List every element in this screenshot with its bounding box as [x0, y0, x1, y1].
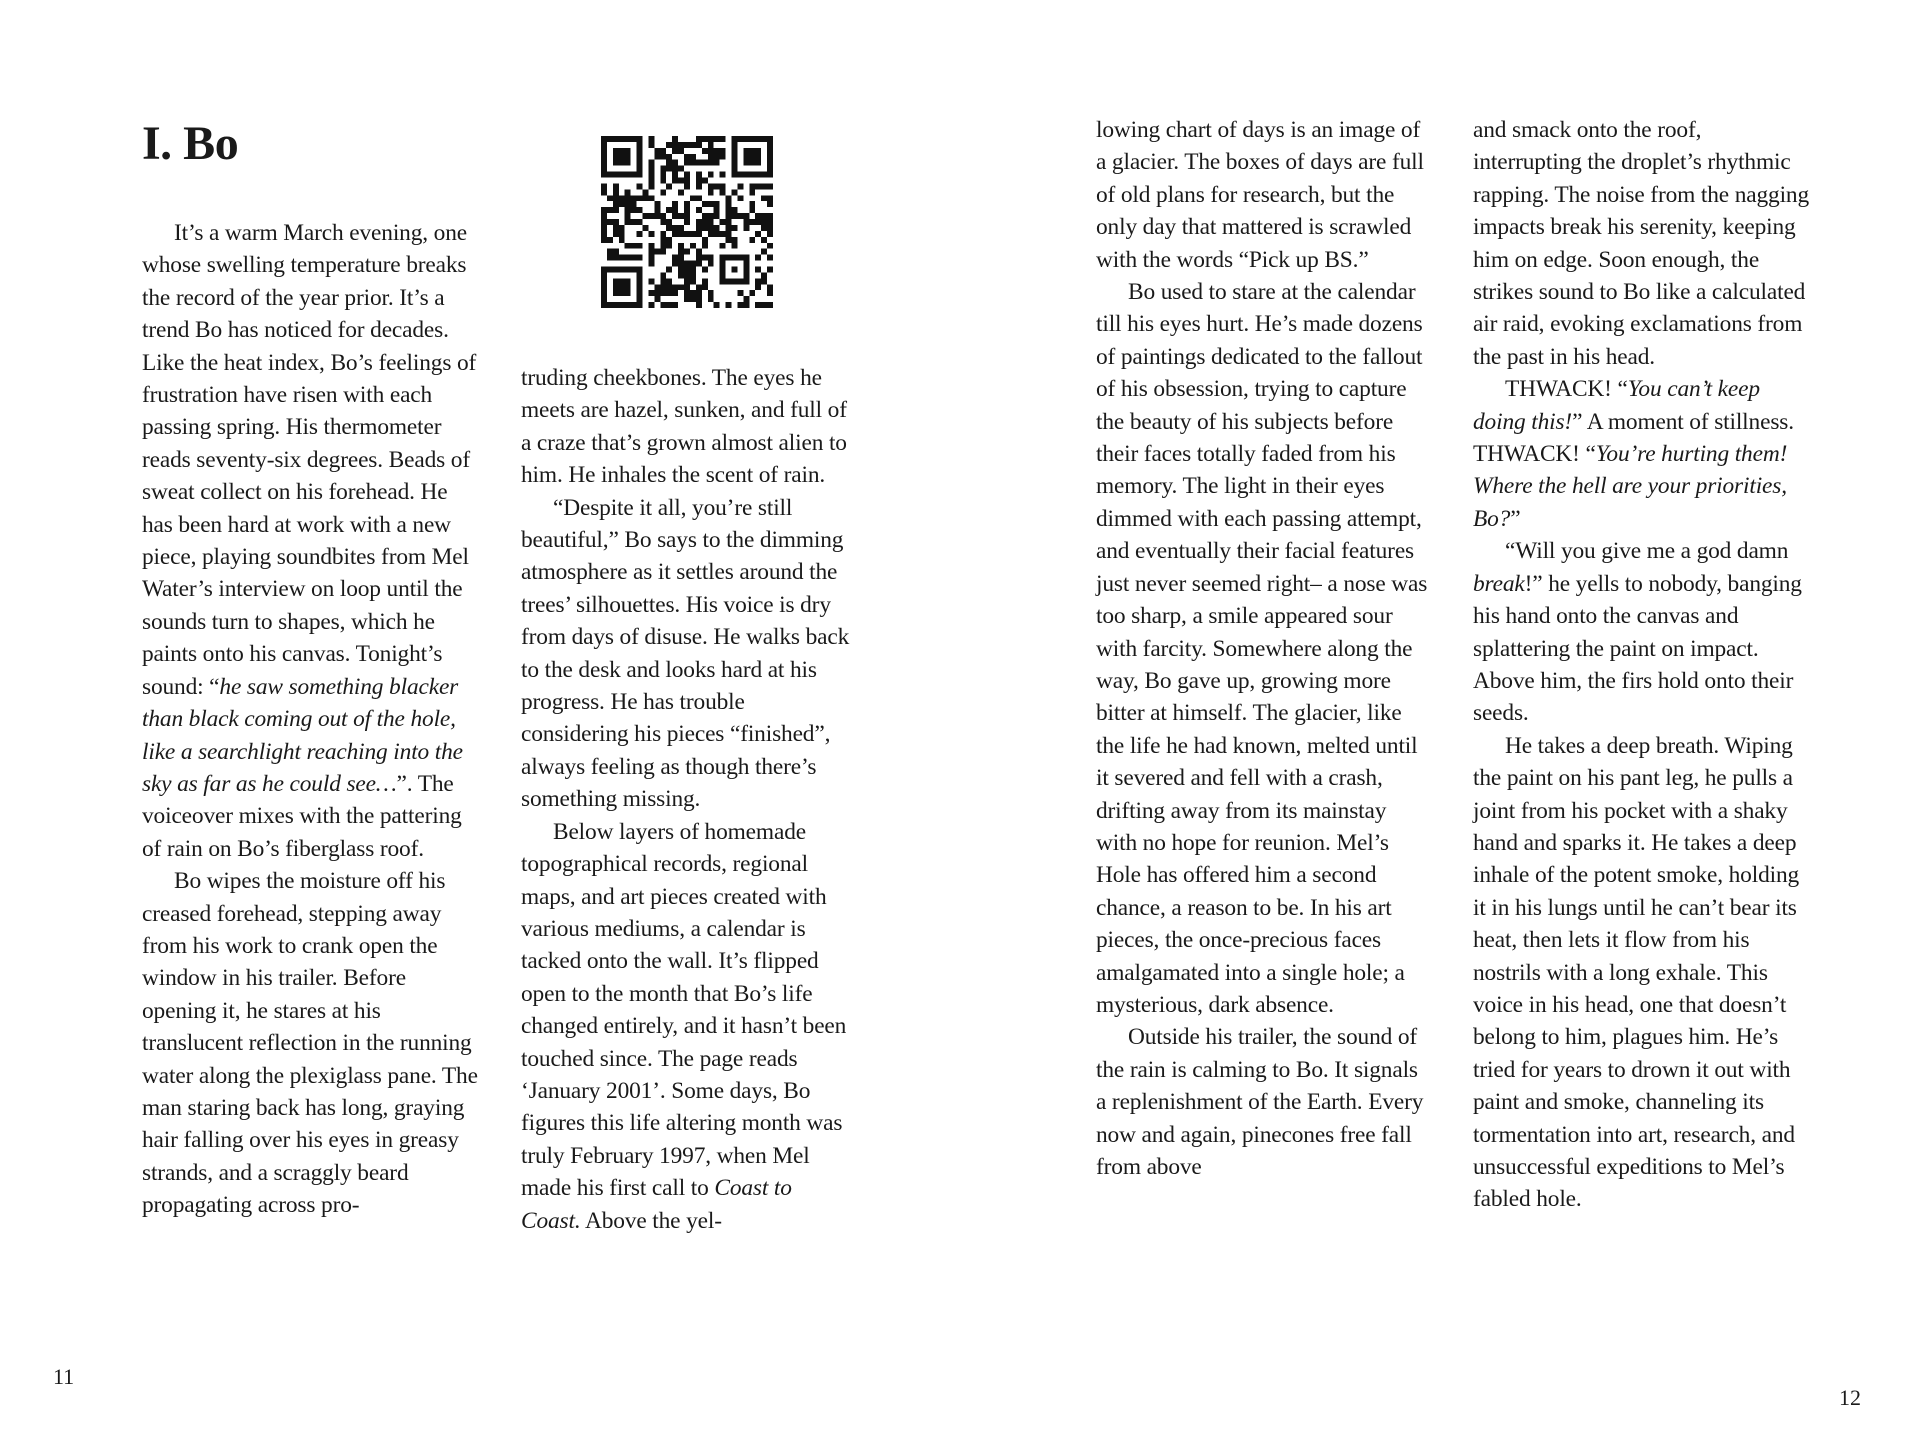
chapter-title: I. Bo — [142, 117, 239, 170]
paragraph: He takes a deep breath. Wiping the paint on his pant leg, he pulls a joint from his pocket with a shaky hand and sparks it. He takes a deep inhale of the potent smoke, holding it in his lungs until he can’t bear its heat, then lets it flow from his nostrils with a long exhale. This voice in his head, one that doesn’t belong to him, plagues him. He’s tried for years to drown it out with paint and smoke, channeling its tormentation into art, research, and unsuccessful expeditions to Mel’s fabled hole. — [1473, 732, 1800, 1213]
show-title-italic: Coast to Coast. — [521, 1175, 792, 1234]
paragraph: Bo used to stare at the calendar till his eyes hurt. He’s made dozens of paintings dedicated to the fallout of his obsession, trying to capture the beauty of his subjects before their faces totally faded from his memory. The light in their eyes dimmed with each passing attempt, and eventually their facial features just never seemed right– a nose was too sharp, a smile appeared sour with farcity. Somewhere along the way, Bo gave up, growing more bitter at himself. The glacier, like the life he had known, melted until it severed and fell with a crash, drifting away from its mainstay with no hope for reunion. Mel’s Hole has offered him a second chance, a reason to be. In his art pieces, the once-precious faces amalgamated into a single hole; a mysterious, dark absence. — [1096, 279, 1428, 1018]
paragraph: lowing chart of days is an image of a glacier. The boxes of days are full of old plans for research, but the only day that mattered is scrawled with the words “Pick up BS.” — [1096, 117, 1424, 273]
text-column-4 — [1473, 114, 1809, 1216]
qr-code-icon — [601, 136, 773, 308]
paragraph: It’s a warm March evening, one whose swelling temperature breaks the record of the year prior. It’s a trend Bo has noticed for decades. Like the heat index, Bo’s feelings of frustration have risen with each passing spring. His thermometer reads seventy-six degrees. Beads of sweat collect on his forehead. He has been hard at work with a new piece, playing soundbites from Mel Water’s interview on loop until the sounds turn to shapes, which he paints onto his canvas. Tonight’s sound: “he saw something blacker than black coming out of the hole, like a searchlight reaching into the sky as far as he could see…”. The voiceover mixes with the pattering of rain on Bo’s fiberglass roof. — [142, 220, 477, 862]
quote-italic: he saw something blacker than black coming out of the hole, like a searchlight reaching into the sky as far as he could see… — [142, 673, 463, 797]
paragraph: and smack onto the roof, interrupting the droplet’s rhythmic rapping. The noise from the nagging impacts break his serenity, keeping him on edge. Soon enough, the strikes sound to Bo like a calculated air raid, evoking exclamations from the past in his head. — [1473, 117, 1810, 370]
text-column-2 — [521, 362, 857, 1237]
page-number-left: 11 — [53, 1364, 75, 1389]
paragraph: THWACK! “You can’t keep doing this!” A moment of stillness. THWACK! “You’re hurting them! Where the hell are your priorities, Bo?” — [1473, 376, 1794, 532]
paragraph: “Will you give me a god damn break!” he yells to nobody, banging his hand onto the canvas and splattering the paint on impact. Above him, the firs hold onto their seeds. — [1473, 538, 1802, 727]
paragraph: Bo wipes the moisture off his creased forehead, stepping away from his work to crank open the window in his trailer. Before opening it, he stares at his translucent reflection in the running water along the plexiglass pane. The man staring back has long, graying hair falling over his eyes in greasy strands, and a scraggly beard propagating across pro- — [142, 868, 478, 1219]
text-column-3 — [1096, 114, 1432, 1183]
paragraph: Outside his trailer, the sound of the rain is calming to Bo. It signals a replenishment of the Earth. Every now and again, pinecones free fall from above — [1096, 1024, 1424, 1180]
text-column-1 — [142, 217, 478, 1222]
paragraph: “Despite it all, you’re still beautiful,” Bo says to the dimming atmosphere as it settles around the trees’ silhouettes. His voice is dry from days of disuse. He walks back to the desk and looks hard at his progress. He has trouble considering his pieces “finished”, always feeling as though there’s something missing. — [521, 494, 850, 813]
paragraph: Below layers of homemade topographical records, regional maps, and art pieces created with various mediums, a calendar is tacked onto the wall. It’s flipped open to the month that Bo’s life changed entirely, and it hasn’t been touched since. The page reads ‘January 2001’. Some days, Bo figures this life altering month was truly February 1997, when Mel made his first call to Coast to Coast. Above the yel- — [521, 818, 847, 1234]
page-number-right: 12 — [1839, 1385, 1861, 1410]
paragraph: truding cheekbones. The eyes he meets are hazel, sunken, and full of a craze that’s grown almost alien to him. He inhales the scent of rain. — [521, 365, 847, 489]
